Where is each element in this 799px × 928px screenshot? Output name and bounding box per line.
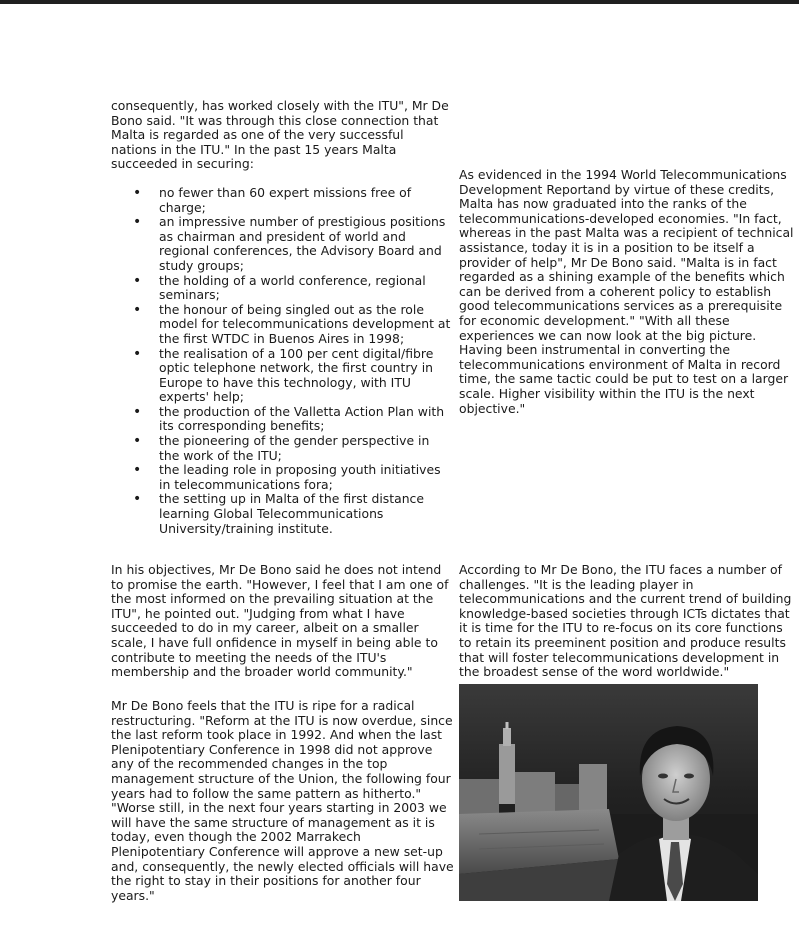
list-item: • an impressive number of prestigious positions as chairman and president of world and regional conferences, the Advisory Board and study groups; [111,215,453,273]
objectives-paragraph: In his objectives, Mr De Bono said he does not intend to promise the earth. "However, I feel that I am one of the most informed on the prevailing situation at the ITU", he pointed out. "Judging from what I have succeeded to do in my career, albeit on a smaller scale, I have full onfidence in myself in being able to contribute to meeting the needs of the ITU's membership and the broader world community." [111,562,449,680]
evidence-paragraph: As evidenced in the 1994 World Telecommunications Development Reportand by virtue of these credits, Malta has now graduated into the ranks of the telecommunications-developed economies. "In fact, whereas in the past Malta was a recipient of technical assistance, today it is in a position to be itself a provider of help", Mr De Bono said. "Malta is in fact regarded as a shining example of the benefits which can be derived from a coherent policy to establish good telecommunications services as a prerequisite for economic development." "With all these experiences we can now look at the big picture. Having been instrumental in converting the telecommunications environment of Malta in record time, the same tactic could be put to test on a larger scale. Higher visibility within the ITU is the next objective." [459,167,794,416]
intro-paragraph: consequently, has worked closely with the ITU", Mr De Bono said. "It was through this close connection that Malta is regarded as one of the very successful nations in the ITU." In the past 15 years Malta succeeded in securing: [111,98,449,172]
list-item: • the pioneering of the gender perspective in the work of the ITU; [111,434,453,463]
list-item: • the production of the Valletta Action Plan with its corresponding benefits; [111,405,453,434]
list-item: • the setting up in Malta of the first distance learning Global Telecommunications University/training institute. [111,492,453,536]
list-item: • the leading role in proposing youth initiatives in telecommunications fora; [111,463,453,492]
restructuring-paragraph: Mr De Bono feels that the ITU is ripe for a radical restructuring. "Reform at the ITU is now overdue, since the last reform took place in 1992. And when the last Plenipotentiary Conference in 1998 did not approve any of the recommended changes in the top management structure of the Union, the following four years had to follow the same pattern as hitherto." "Worse still, in the next four years starting in 2003 we will have the same structure of management as it is today, even though the 2002 Marrakech Plenipotentiary Conference will approve a new set-up and, consequently, the newly elected officials will have the right to stay in their positions for another four years." [111,698,454,903]
list-item: • the holding of a world conference, regional seminars; [111,274,453,303]
challenges-paragraph: According to Mr De Bono, the ITU faces a number of challenges. "It is the leading player in telecommunications and the current trend of building knowledge-based societies through ICTs dictates that it is time for the ITU to re-focus on its core functions to retain its preeminent position and produce results that will foster telecommunications development in the broadest sense of the word worldwide." [459,562,792,680]
left-column-top [111,99,453,536]
list-item: • the realisation of a 100 per cent digital/fibre optic telephone network, the first country in Europe to have this technology, with ITU experts' help; [111,347,453,405]
achievements-list [111,186,453,536]
top-border [0,0,799,4]
portrait-photo [459,684,758,901]
list-item: • no fewer than 60 expert missions free of charge; [111,186,453,215]
malta-fortress-portrait-image [459,684,758,901]
list-item: • the honour of being singled out as the role model for telecommunications development at the first WTDC in Buenos Aires in 1998; [111,303,453,347]
